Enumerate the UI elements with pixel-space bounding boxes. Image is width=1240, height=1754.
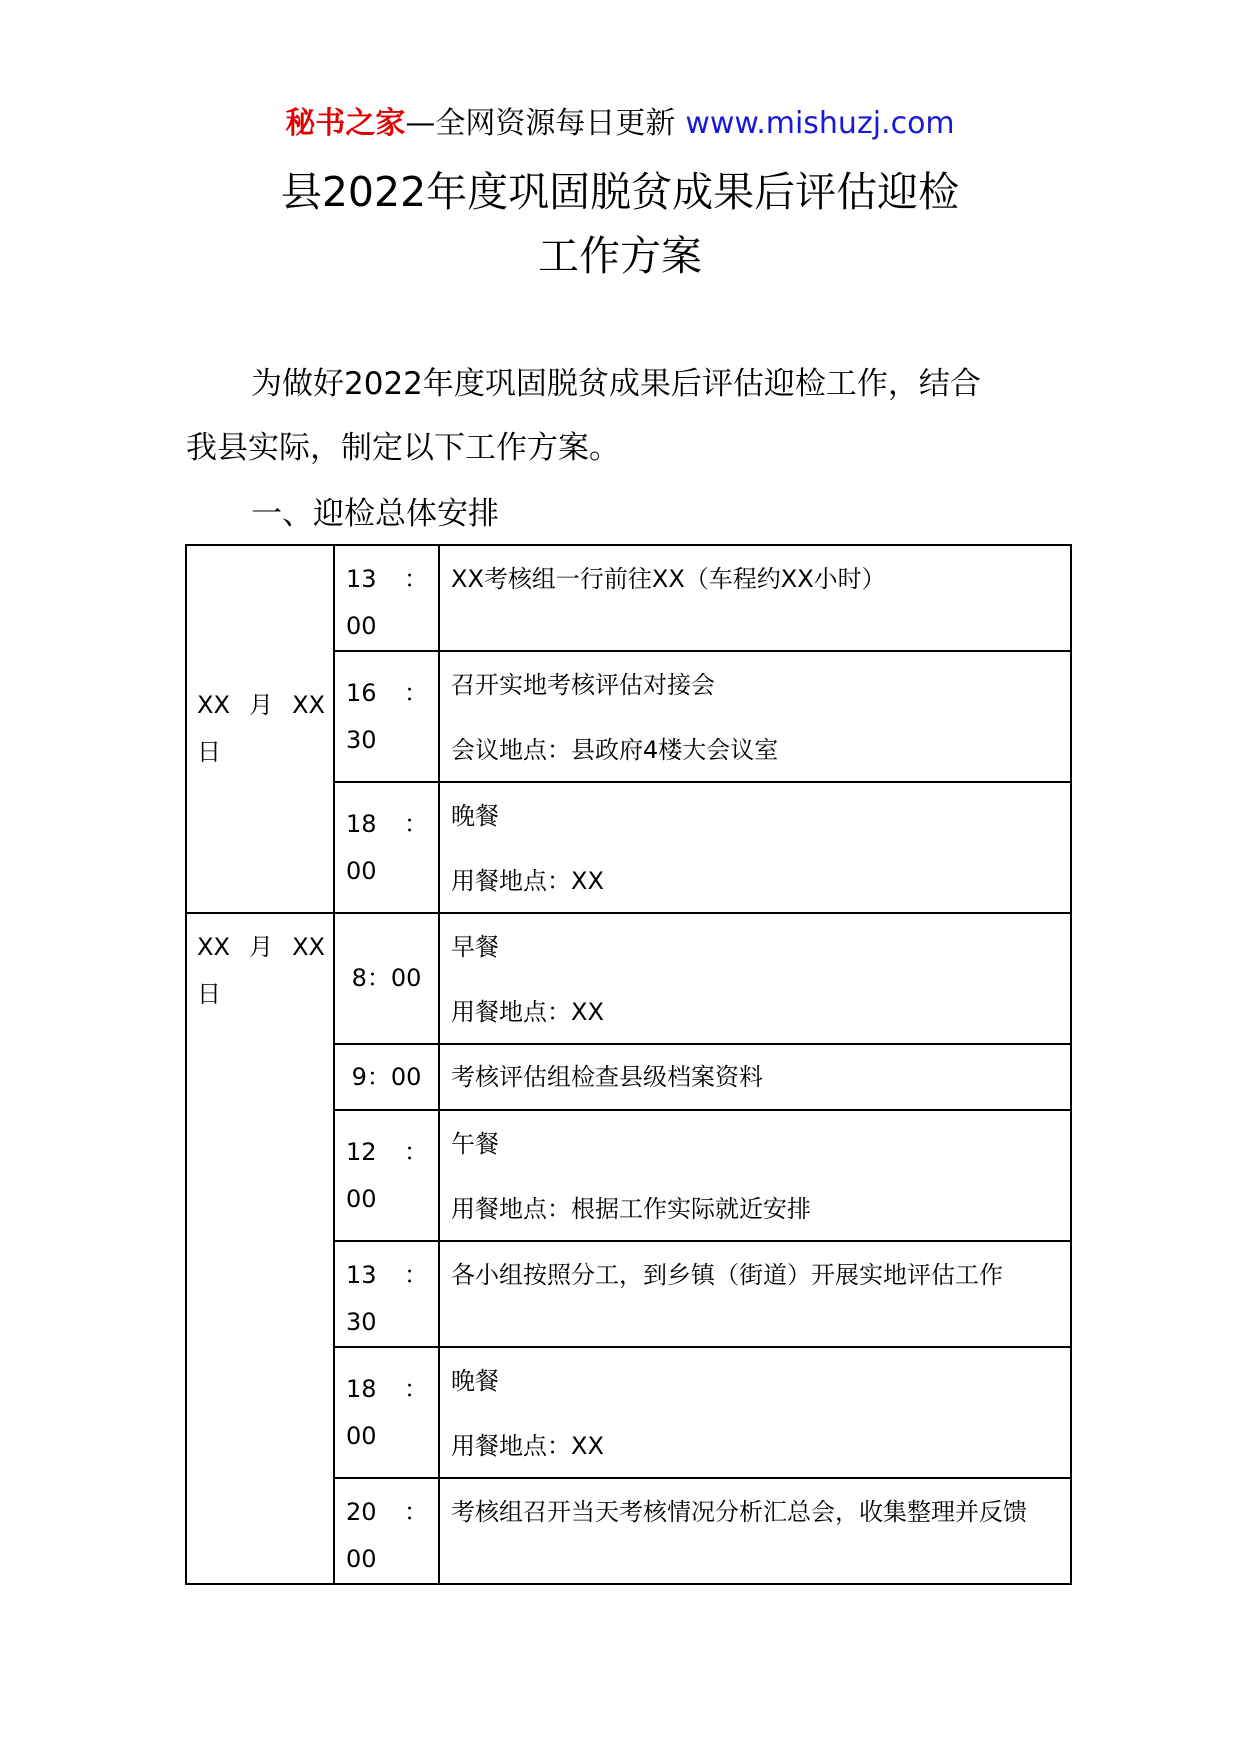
table-row	[186, 545, 1071, 651]
time-cell	[334, 1347, 439, 1478]
site-name: 秘书之家	[285, 106, 406, 141]
event-cell	[439, 1110, 1071, 1241]
event-location: 会议地点：县政府4楼大会议室	[451, 736, 779, 764]
event-text: 午餐	[451, 1130, 499, 1158]
time-minute: 00	[346, 1545, 377, 1573]
event-text: 召开实地考核评估对接会	[451, 671, 715, 699]
time-cell	[334, 1478, 439, 1584]
time-minute: 00	[346, 1421, 377, 1450]
event-cell	[439, 651, 1071, 782]
date-day-label: 日	[197, 738, 221, 766]
time-cell	[334, 545, 439, 651]
intro-paragraph-line1: 为做好2022年度巩固脱贫成果后评估迎检工作，结合	[251, 366, 981, 402]
date-day-value: XX	[292, 933, 325, 961]
time-value: 8：00	[351, 964, 422, 992]
time-cell	[334, 782, 439, 913]
time-cell	[334, 1044, 439, 1110]
event-text: 各小组按照分工，到乡镇（街道）开展实地评估工作	[451, 1261, 1003, 1289]
event-text: 晚餐	[451, 802, 499, 830]
event-text: XX考核组一行前往XX（车程约XX小时）	[451, 565, 886, 593]
event-cell	[439, 782, 1071, 913]
date-month-value: XX	[197, 933, 230, 961]
event-cell	[439, 1347, 1071, 1478]
event-cell	[439, 1478, 1071, 1584]
time-separator: ：	[404, 809, 428, 838]
time-hour: 18	[346, 809, 377, 838]
document-title-line2: 工作方案	[538, 232, 702, 280]
time-hour: 13	[346, 565, 377, 593]
event-cell	[439, 545, 1071, 651]
time-minute: 00	[346, 856, 377, 885]
time-separator: ：	[404, 678, 428, 707]
time-cell	[334, 1241, 439, 1347]
site-header	[0, 100, 1240, 148]
time-minute: 00	[346, 1184, 377, 1213]
time-value: 9：00	[351, 1062, 422, 1091]
time-cell	[334, 651, 439, 782]
event-text: 早餐	[451, 933, 499, 961]
date-month-label: 月	[249, 933, 273, 961]
time-cell	[334, 913, 439, 1044]
time-minute: 00	[346, 612, 377, 640]
time-hour: 16	[346, 678, 377, 707]
schedule-table	[185, 544, 1072, 1585]
document-title-line1: 县2022年度巩固脱贫成果后评估迎检	[280, 168, 960, 216]
section-heading-1: 一、迎检总体安排	[251, 496, 499, 532]
event-cell	[439, 913, 1071, 1044]
site-tagline: —全网资源每日更新	[405, 106, 676, 141]
event-location: 用餐地点：XX	[451, 867, 604, 895]
site-url-link[interactable]: www.mishuzj.com	[685, 106, 955, 141]
date-month-label: 月	[249, 691, 273, 719]
event-text: 考核评估组检查县级档案资料	[451, 1062, 763, 1091]
date-day-label: 日	[197, 980, 221, 1008]
event-location: 用餐地点：XX	[451, 1432, 604, 1460]
time-minute: 30	[346, 1308, 377, 1336]
date-cell-day1	[186, 545, 334, 913]
time-hour: 13	[346, 1261, 377, 1289]
time-separator: ：	[404, 1498, 428, 1526]
time-separator: ：	[404, 565, 428, 593]
table-row	[186, 913, 1071, 1044]
event-cell	[439, 1241, 1071, 1347]
event-cell	[439, 1044, 1071, 1110]
event-text: 考核组召开当天考核情况分析汇总会，收集整理并反馈	[451, 1498, 1027, 1526]
date-day-value: XX	[292, 691, 325, 719]
time-separator: ：	[404, 1261, 428, 1289]
time-hour: 12	[346, 1137, 377, 1166]
time-minute: 30	[346, 725, 377, 754]
intro-paragraph-line2: 我县实际，制定以下工作方案。	[186, 430, 620, 466]
time-hour: 18	[346, 1374, 377, 1403]
event-location: 用餐地点：XX	[451, 998, 604, 1026]
time-cell	[334, 1110, 439, 1241]
event-text: 晚餐	[451, 1367, 499, 1395]
date-month-value: XX	[197, 691, 230, 719]
time-separator: ：	[404, 1374, 428, 1403]
date-cell-day2	[186, 913, 334, 1584]
time-separator: ：	[404, 1137, 428, 1166]
event-location: 用餐地点：根据工作实际就近安排	[451, 1195, 811, 1223]
time-hour: 20	[346, 1498, 377, 1526]
